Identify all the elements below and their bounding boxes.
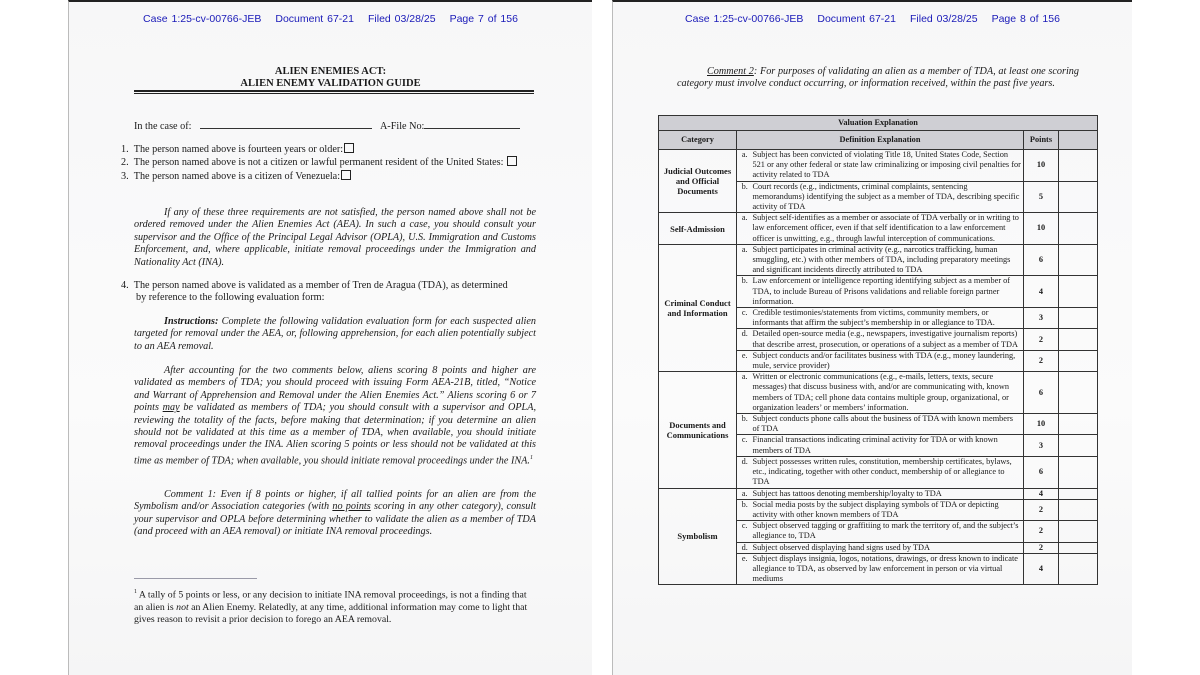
points-cell: 2 [1024, 499, 1059, 520]
definition-cell: Subject displays insignia, logos, notations, drawings, or dress known to indicate allegiance to TDA, as observed by law enforcement in person or via virtual mediums [753, 553, 1024, 585]
definition-cell: Social media posts by the subject displaying symbols of TDA or depicting activity with other known members of TDA [753, 499, 1024, 520]
case-header [69, 13, 592, 25]
definition-cell: Subject participates in criminal activity (e.g., narcotics trafficking, human smuggling, etc.) with other members of TDA, including preparatory meetings and significant incidents directly attributed to TDA [753, 244, 1024, 276]
points-cell: 10 [1024, 150, 1059, 182]
definition-cell: Court records (e.g., indictments, criminal complaints, sentencing memorandums) identifying the subject as a member of TDA, describing specific activity of TDA [753, 181, 1024, 213]
points-cell: 2 [1024, 542, 1059, 553]
case-number: Case 1:25-cv-00766-JEB [685, 13, 804, 25]
score-entry-cell[interactable] [1059, 350, 1098, 371]
points-cell: 6 [1024, 244, 1059, 276]
item-letter: c. [737, 308, 753, 329]
page-number: Page 7 of 156 [449, 13, 518, 25]
definition-cell: Financial transactions indicating criminal activity for TDA or with known members of TDA [753, 435, 1024, 456]
item-letter: a. [737, 372, 753, 414]
points-cell: 10 [1024, 414, 1059, 435]
comment-2-label: Comment 2 [707, 66, 754, 77]
document-page-7 [68, 0, 592, 675]
guide-title-1: ALIEN ENEMIES ACT: [274, 66, 387, 77]
definition-cell: Subject self-identifies as a member or associate of TDA verbally or in writing to law enforcement officer, even if that self identification to a law enforcement officer is unwitting, e.g., through lawful interception of communications. [753, 213, 1024, 245]
table-row [659, 150, 1098, 182]
points-cell: 2 [1024, 521, 1059, 542]
document-number: Document 67-21 [275, 13, 354, 25]
footnote: $^1$ A tally of 5 points or less, or any decision to initiate INA removal proceedings, is not a finding that an alien is not an Alien Enemy. Relatedly, at any time, additional information may come to light that gives reason to revisit a prior decision to forego an AEA removal. [134, 589, 528, 626]
col-points: Points [1024, 131, 1059, 150]
score-entry-cell[interactable] [1059, 414, 1098, 435]
score-entry-cell[interactable] [1059, 488, 1098, 499]
score-entry-cell[interactable] [1059, 553, 1098, 585]
comment-1: Comment 1: Even if 8 points or higher, if all tallied points for an alien are from the Symbolism and/or Association categories (with no points scoring in any other category), consult your supervisor and OPLA before determining whether to validate the alien as a member of TDA (and proceed with an AEA removal) or initiate INA removal proceedings. [134, 489, 536, 538]
score-entry-cell[interactable] [1059, 521, 1098, 542]
document-number: Document 67-21 [817, 13, 896, 25]
footnote-ref: 1 [529, 454, 533, 461]
checkbox[interactable] [341, 170, 351, 180]
case-number: Case 1:25-cv-00766-JEB [143, 13, 262, 25]
table-row [659, 213, 1098, 245]
definition-cell: Subject conducts and/or facilitates business with TDA (e.g., money laundering, mule, service provider) [753, 350, 1024, 371]
requirement-item: 1. The person named above is fourteen years or older: [121, 143, 536, 156]
item-letter: a. [737, 150, 753, 182]
item-letter: e. [737, 553, 753, 585]
score-entry-cell[interactable] [1059, 456, 1098, 488]
guide-title-2: ALIEN ENEMY VALIDATION GUIDE [240, 78, 421, 89]
item-letter: d. [737, 329, 753, 350]
afile-field[interactable] [424, 120, 520, 129]
item-letter: d. [737, 456, 753, 488]
scoring-paragraph: After accounting for the two comments below, aliens scoring 8 points and higher are validated as members of TDA; you should proceed with issuing Form AEA-21B, titled, “Notice and Warrant of Apprehension and Removal under the Alien Enemies Act.” Aliens scoring 6 or 7 points may be validated as members of TDA; you should consult with a supervisor and OPLA, reviewing the totality of the facts, before making that determination; if you determine an alien should not be validated at this time as a member of TDA, when available, you should initiate removal proceedings under the INA. Alien scoring 5 points or less should not be validated at this time as member of TDA; when available, you should initiate removal proceedings under the INA.$^1$ [134, 365, 536, 467]
points-cell: 6 [1024, 456, 1059, 488]
title-divider [134, 90, 534, 94]
points-cell: 4 [1024, 276, 1059, 308]
definition-cell: Law enforcement or intelligence reporting identifying subject as a member of TDA, to include Bureau of Prisons validations and reliable foreign partner information. [753, 276, 1024, 308]
score-entry-cell[interactable] [1059, 435, 1098, 456]
page-number: Page 8 of 156 [991, 13, 1060, 25]
requirement-item: 2. The person named above is not a citizen or lawful permanent resident of the United States: [121, 156, 536, 169]
col-score [1059, 131, 1098, 150]
definition-cell: Written or electronic communications (e.g., e-mails, letters, texts, secure messages) that discuss business with, and/or are communicating with, known members of TDA; cell phone data contains multiple group, organizational, or organization leaders’ or members’ information. [753, 372, 1024, 414]
score-entry-cell[interactable] [1059, 499, 1098, 520]
requirements-note: If any of these three requirements are not satisfied, the person named above shall not be ordered removed under the Alien Enemies Act (AEA). In such a case, you should consult your supervisor and the Office of the Principal Legal Advisor (OPLA), U.S. Immigration and Customs Enforcement, and, where applicable, initiate removal proceedings under the Immigration and Nationality Act (INA). [134, 207, 536, 268]
filed-date: Filed 03/28/25 [368, 13, 436, 25]
item-4 [121, 280, 511, 305]
score-entry-cell[interactable] [1059, 181, 1098, 213]
item-letter: b. [737, 181, 753, 213]
definition-cell: Subject conducts phone calls about the business of TDA with known members of TDA [753, 414, 1024, 435]
item-letter: e. [737, 350, 753, 371]
category-cell: Criminal Conduct and Information [659, 244, 737, 371]
definition-cell: Detailed open-source media (e.g., newspapers, investigative journalism reports) that describe arrest, prosecution, or operations of a subject as a member of TDA [753, 329, 1024, 350]
item-letter: b. [737, 276, 753, 308]
category-cell: Documents and Communications [659, 372, 737, 488]
footnote-divider [134, 578, 257, 579]
document-page-8 [612, 0, 1132, 675]
case-header [613, 13, 1132, 25]
case-line [134, 120, 536, 133]
item-letter: c. [737, 521, 753, 542]
item-letter: a. [737, 213, 753, 245]
points-cell: 3 [1024, 435, 1059, 456]
points-cell: 10 [1024, 213, 1059, 245]
table-title: Valuation Explanation [659, 116, 1098, 131]
table-row [659, 372, 1098, 414]
points-cell: 2 [1024, 329, 1059, 350]
points-cell: 4 [1024, 488, 1059, 499]
table-row [659, 488, 1098, 499]
case-label: In the case of: [134, 121, 192, 132]
requirement-item: 3. The person named above is a citizen of Venezuela: [121, 170, 536, 183]
case-name-field[interactable] [200, 120, 372, 129]
filed-date: Filed 03/28/25 [910, 13, 978, 25]
checkbox[interactable] [507, 156, 517, 166]
score-entry-cell[interactable] [1059, 244, 1098, 276]
score-entry-cell[interactable] [1059, 276, 1098, 308]
item-letter: d. [737, 542, 753, 553]
item-letter: c. [737, 435, 753, 456]
item-letter: a. [737, 488, 753, 499]
afile-label: A-File No: [379, 121, 425, 132]
category-cell: Symbolism [659, 488, 737, 585]
score-entry-cell[interactable] [1059, 372, 1098, 414]
checkbox[interactable] [344, 143, 354, 153]
instructions-label: Instructions: [164, 316, 219, 327]
score-entry-cell[interactable] [1059, 308, 1098, 329]
score-entry-cell[interactable] [1059, 542, 1098, 553]
definition-cell: Subject observed displaying hand signs used by TDA [753, 542, 1024, 553]
col-category: Category [659, 131, 737, 150]
points-cell: 2 [1024, 350, 1059, 371]
instructions-paragraph: Instructions: Complete the following validation evaluation form for each suspected alien targeted for removal under the AEA, or, following apprehension, for each alien potentially subject to an AEA removal. [134, 316, 536, 352]
definition-cell: Subject has tattoos denoting membership/loyalty to TDA [753, 488, 1024, 499]
requirements-list [121, 143, 536, 183]
definition-cell: Credible testimonies/statements from victims, community members, or informants that affirm the subject’s membership in or allegiance to TDA. [753, 308, 1024, 329]
comment-2: Comment 2: For purposes of validating an alien as a member of TDA, at least one scoring category must involve conduct occurring, or information received, within the past five years. [677, 66, 1079, 90]
score-entry-cell[interactable] [1059, 150, 1098, 182]
category-cell: Self-Admission [659, 213, 737, 245]
definition-cell: Subject possesses written rules, constitution, membership certificates, bylaws, etc., indicating, together with other conduct, membership of or allegiance to TDA [753, 456, 1024, 488]
validation-item: 4. The person named above is validated as a member of Tren de Aragua (TDA), as determined by reference to the following evaluation form: [121, 280, 508, 304]
score-entry-cell[interactable] [1059, 213, 1098, 245]
category-cell: Judicial Outcomes and Official Documents [659, 150, 737, 213]
definition-cell: Subject observed tagging or graffitiing to mark the territory of, and the subject’s allegiance to, TDA [753, 521, 1024, 542]
item-letter: a. [737, 244, 753, 276]
item-letter: b. [737, 499, 753, 520]
score-entry-cell[interactable] [1059, 329, 1098, 350]
table-row [659, 244, 1098, 276]
points-cell: 3 [1024, 308, 1059, 329]
col-definition: Definition Explanation [737, 131, 1024, 150]
item-letter: b. [737, 414, 753, 435]
definition-cell: Subject has been convicted of violating Title 18, United States Code, Section 521 or any other federal or state law criminalizing or imposing civil penalties for activity related to TDA [753, 150, 1024, 182]
valuation-table [658, 115, 1098, 585]
points-cell: 6 [1024, 372, 1059, 414]
points-cell: 5 [1024, 181, 1059, 213]
points-cell: 4 [1024, 553, 1059, 585]
